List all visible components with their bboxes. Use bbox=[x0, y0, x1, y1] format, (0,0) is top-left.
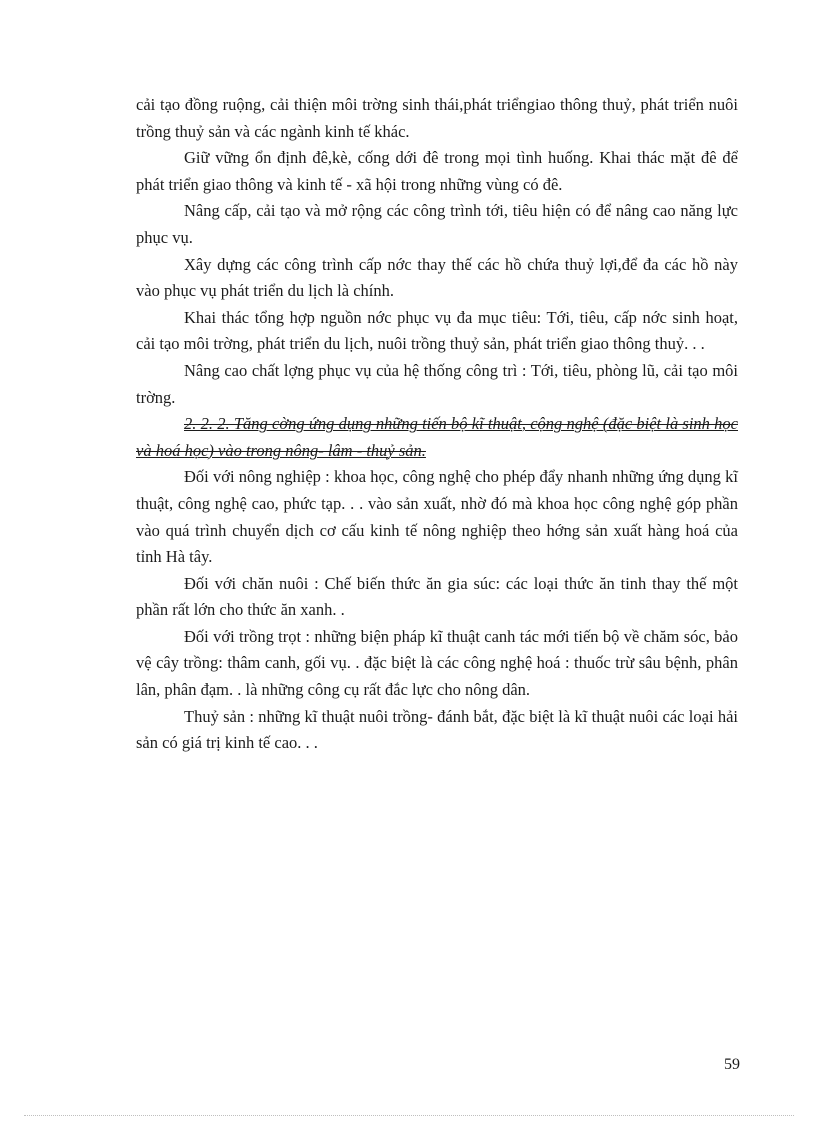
paragraph-continuation: cải tạo đồng ruộng, cải thiện môi trờng sinh thái,phát triểngiao thông thuỷ, phát triển nuôi trồng thuỷ sản và các ngành kinh tế khác. bbox=[136, 95, 738, 141]
section-heading: 2. 2. 2. Tăng cờng ứng dụng những tiến bộ kĩ thuật, cộng nghệ (đặc biệt là sinh học và hoá học) vào trong nông- lâm - thuỷ sản. bbox=[136, 414, 738, 460]
paragraph-water-supply: Xây dựng các công trình cấp nớc thay thế các hồ chứa thuỷ lợi,để đa các hồ này vào phục vụ phát triển du lịch là chính. bbox=[136, 254, 738, 301]
page-number: 59 bbox=[724, 1056, 740, 1073]
paragraph-irrigation-upgrade: Nâng cấp, cải tạo và mở rộng các công trình tới, tiêu hiện có để nâng cao năng lực phục vụ. bbox=[136, 201, 738, 247]
document-body bbox=[136, 92, 738, 757]
paragraph-agriculture: Đối với nông nghiệp : khoa học, công nghệ cho phép đẩy nhanh những ứng dụng kĩ thuật, công nghệ cao, phức tạp. . . vào sản xuất, nhờ đó mà khoa học công nghệ góp phần vào quá trình chuyển dịch cơ cấu kinh tế nông nghiệp theo hớng sản xuất hàng hoá của tỉnh Hà tây. bbox=[136, 467, 738, 567]
paragraph-livestock: Đối với chăn nuôi : Chế biến thức ăn gia súc: các loại thức ăn tinh thay thế một phần rất lớn cho thức ăn xanh. . bbox=[136, 573, 738, 620]
paragraph-dike: Giữ vững ổn định đê,kè, cống dới đê trong mọi tình huống. Khai thác mặt đê để phát triển giao thông và kinh tế - xã hội trong những vùng có đê. bbox=[136, 148, 738, 194]
paragraph-service-quality: Nâng cao chất lợng phục vụ của hệ thống công trì : Tới, tiêu, phòng lũ, cải tạo môi trờng. bbox=[136, 360, 738, 407]
paragraph-cultivation: Đối với trồng trọt : những biện pháp kĩ thuật canh tác mới tiến bộ về chăm sóc, bảo vệ cây trồng: thâm canh, gối vụ. . đặc biệt là các công nghệ hoá : thuốc trừ sâu bệnh, phân lân, phân đạm. . là những công cụ rất đắc lực cho nông dân. bbox=[136, 626, 738, 700]
paragraph-aquaculture: Thuỷ sản : những kĩ thuật nuôi trồng- đánh bắt, đặc biệt là kĩ thuật nuôi các loại hải sản có giá trị kinh tế cao. . . bbox=[136, 706, 738, 753]
paragraph-water-resources: Khai thác tổng hợp nguồn nớc phục vụ đa mục tiêu: Tới, tiêu, cấp nớc sinh hoạt, cải tạo môi trờng, phát triển du lịch, nuôi trồng thuỷ sản, phát triển giao thông thuỷ. . . bbox=[136, 307, 738, 354]
footer-divider bbox=[24, 1115, 794, 1116]
